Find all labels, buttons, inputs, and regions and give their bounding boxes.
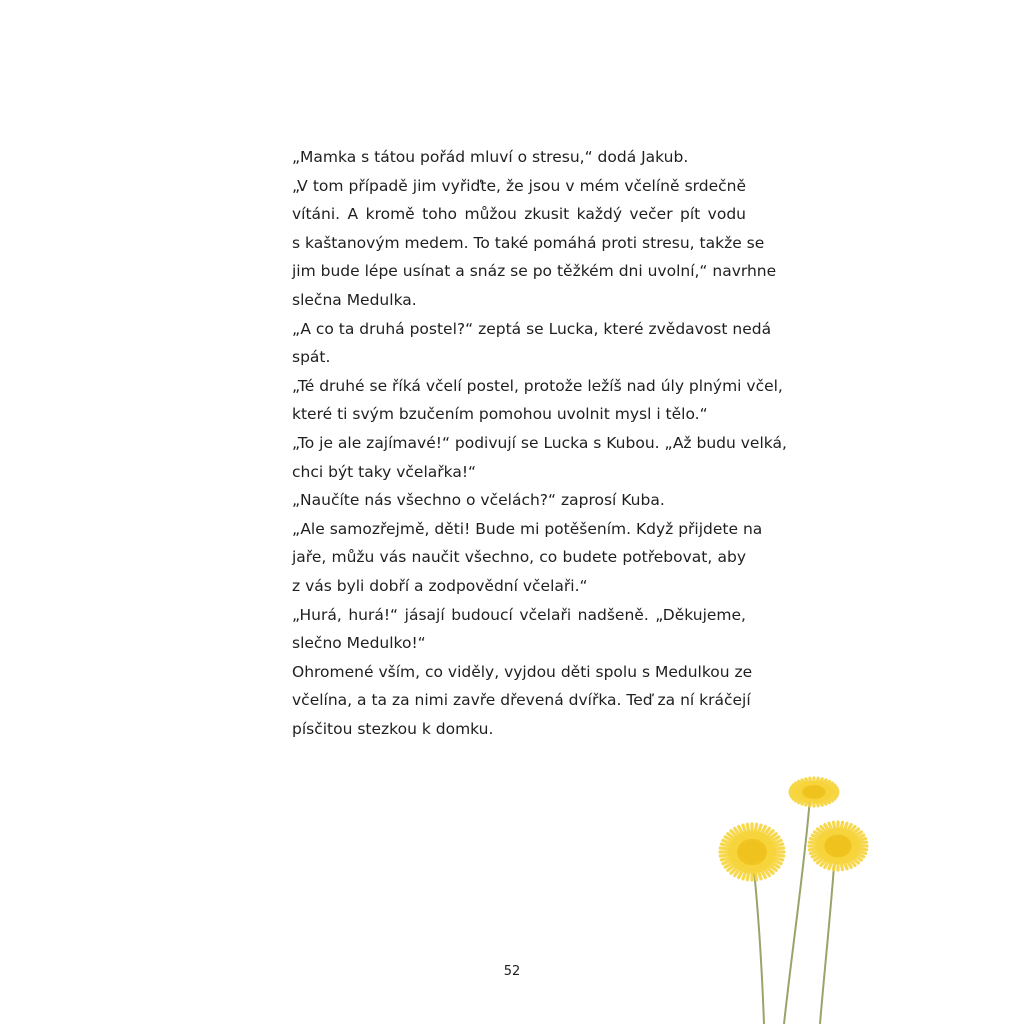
dandelion-flowers-icon [700,760,900,1024]
text-line: z vás byli dobří a zodpovědní včelaři.“ [292,576,588,595]
text-line: jim bude lépe usínat a snáz se po těžkém dni uvolní,“ navrhne [292,262,777,281]
text-line: písčitou stezkou k domku. [292,719,494,738]
text-line: „To je ale zajímavé!“ podivují se Lucka s Kubou. „Až budu velká, [292,433,787,452]
text-line: s kaštanovým medem. To také pomáhá proti stresu, takže se [292,233,765,252]
text-line: „Naučíte nás všechno o včelách?“ zaprosí Kuba. [292,491,665,510]
text-line: „V tom případě jim vyřiďte, že jsou v mém včelíně srdečně [292,176,746,195]
text-line: „Hurá, hurá!“ jásají budoucí včelaři nadšeně. „Děkujeme, [292,605,746,624]
text-line: „Ale samozřejmě, děti! Bude mi potěšením. Když přijdete na [292,519,763,538]
text-line: Ohromené vším, co viděly, vyjdou děti spolu s Medulkou ze [292,662,753,681]
text-line: slečno Medulko!“ [292,634,426,653]
text-line: slečna Medulka. [292,290,417,309]
text-line: „Té druhé se říká včelí postel, protože ležíš nad úly plnými včel, [292,376,783,395]
text-line: vítáni. A kromě toho můžou zkusit každý večer pít vodu [292,205,746,224]
text-line: včelína, a ta za nimi zavře dřevená dvířka. Teď za ní kráčejí [292,691,751,710]
text-line: „A co ta druhá postel?“ zeptá se Lucka, které zvědavost nedá [292,319,772,338]
text-line: spát. [292,348,331,367]
text-line: chci být taky včelařka!“ [292,462,477,481]
text-line: jaře, můžu vás naučit všechno, co budete potřebovat, aby [292,548,746,567]
text-line: „Mamka s tátou pořád mluví o stresu,“ dodá Jakub. [292,148,689,166]
text-line: které ti svým bzučením pomohou uvolnit mysl i tělo.“ [292,405,708,424]
story-text [292,143,787,743]
page-number: 52 [503,964,521,979]
